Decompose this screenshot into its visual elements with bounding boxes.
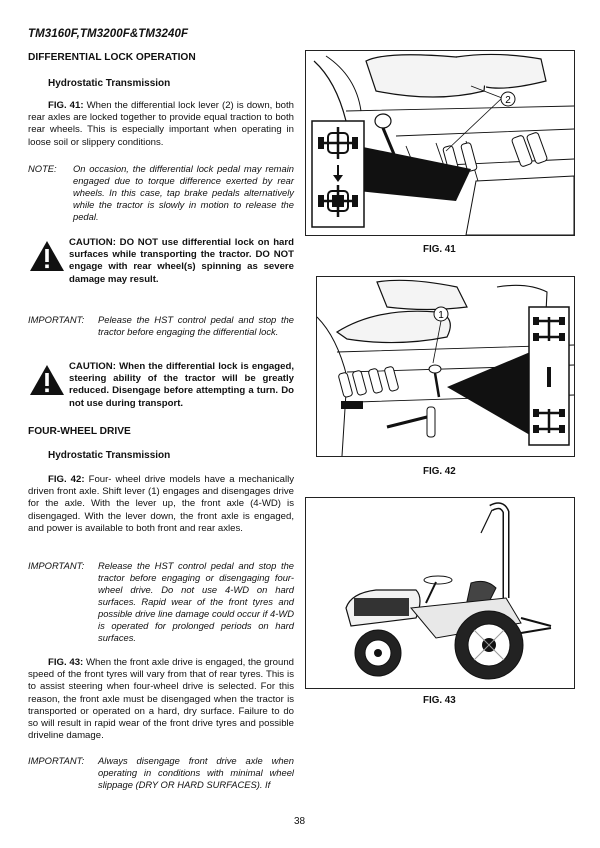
figure-42-caption: FIG. 42 [423,466,456,477]
important-block-3 [28,755,294,795]
note-text: On occasion, the differential lock pedal may remain engaged due to torque difference exerted by rear wheels. In this case, tap brake pedals alternatively while the tractor is slowly in motion to release the pedal. [73,163,294,222]
note-block [28,163,294,227]
caution-text-2: CAUTION: When the differential lock is engaged, steering ability of the tractor will be greatly reduced. Disengage before attempting a turn. Do not use during transport. [69,361,294,409]
fig41-ref: FIG. 41: [48,100,84,111]
fig42-text: Four- wheel drive models have a mechanically driven front axle. Shift lever (1) engages and disengages drive for the axle. With the lever up, the front axle (4-WD) is disengaged. With the lever down, the front axle is engaged, and power is available to both front and rear axles. [28,474,295,534]
page-number: 38 [294,816,306,827]
figure-42-illustration [316,276,575,457]
important-block-1 [28,314,294,354]
switch-bar-icon [547,367,551,387]
section-title-four-wheel-drive: FOUR-WHEEL DRIVE [28,426,131,437]
paragraph-fig42 [28,474,294,535]
caution-warning-icon-2 [29,364,65,396]
four-wheel-drive-lever-drawing [317,277,574,456]
fig43-ref: FIG. 43: [48,657,84,668]
important-text-3: Always disengage front drive axle when operating in conditions with minimal wheel slippage (DRY OR HARD SURFACES). If [98,755,294,790]
figure-41-caption: FIG. 41 [423,244,456,255]
important-block-2 [28,560,294,650]
important-label-3: IMPORTANT: [28,755,85,766]
fig42-callout-number: 1 [438,310,444,321]
tractor-drawing [306,498,574,688]
subtitle-hydrostatic-1: Hydrostatic Transmission [48,78,171,89]
fig43-text: When the front axle drive is engaged, the ground speed of the front tyres will vary from that of rear tyres. This is to assist steering when four-wheel drive is selected. For this reason, the front axle must be disengaged when the tractor is transported or operated on a hard, dry surface. Failure to do so will result in rapid wear of the front drive tyres and possible driveline damage. [28,657,295,742]
fig42-ref: FIG. 42: [48,474,85,485]
section-title-differential-lock: DIFFERENTIAL LOCK OPERATION [28,52,196,63]
figure-43-illustration [305,497,575,689]
subtitle-hydrostatic-2: Hydrostatic Transmission [48,450,171,461]
important-text-2: Release the HST control pedal and stop the tractor before engaging or disengaging four-wheel drive. Do not use 4-WD on hard surfaces. Rapid wear of the front tyres and possible drive line damage could occur if 4-WD is operated for prolonged periods on hard surfaces. [98,560,294,643]
caution-warning-icon-1 [29,240,65,272]
page-header-model-title: TM3160F,TM3200F&TM3240F [28,28,189,40]
figure-43-caption: FIG. 43 [423,695,456,706]
paragraph-fig41 [28,100,294,149]
fig41-callout-number: 2 [505,95,511,106]
differential-lock-lever-drawing [306,51,574,235]
paragraph-fig43 [28,657,294,742]
important-label-1: IMPORTANT: [28,314,85,325]
important-label-2: IMPORTANT: [28,560,85,571]
fig41-text: When the differential lock lever (2) is down, both rear axles are locked together to provide equal traction to both rear wheels. This is especially important when operating in loose soil or slippery conditions. [28,100,295,148]
important-text-1: Pelease the HST control pedal and stop the tractor before engaging the differential lock. [98,314,294,337]
caution-text-1: CAUTION: DO NOT use differential lock on hard surfaces while transporting the tractor. DO NOT engage with rear wheel(s) spinning as severe damage may result. [69,237,294,285]
note-label: NOTE: [28,163,57,174]
figure-41-illustration [305,50,575,236]
